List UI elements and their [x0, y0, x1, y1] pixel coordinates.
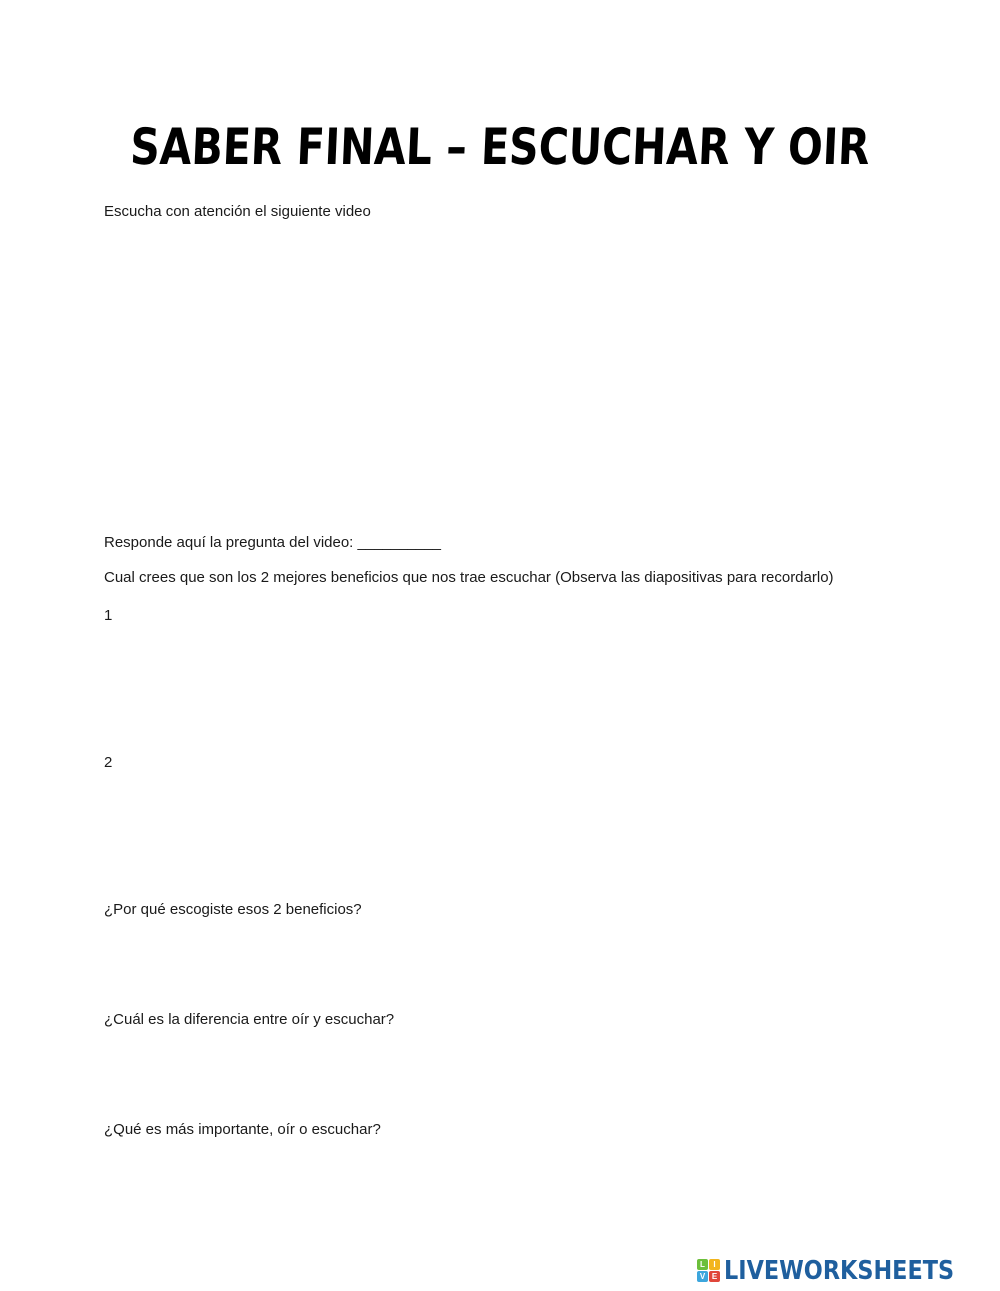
benefit-item-1-number: 1	[104, 607, 113, 624]
liveworksheets-logo-icon: L I V E	[697, 1259, 721, 1283]
difference-question: ¿Cuál es la diferencia entre oír y escuchar?	[104, 1011, 395, 1028]
video-placeholder[interactable]	[104, 232, 894, 522]
benefit-item-2-number: 2	[104, 754, 113, 771]
liveworksheets-logo	[697, 1257, 992, 1285]
benefits-question: Cual crees que son los 2 mejores beneficios que nos trae escuchar (Observa las diapositivas para recordarlo)	[104, 569, 834, 586]
page-title: SABER FINAL – ESCUCHAR Y OIR	[129, 118, 871, 176]
listen-instruction: Escucha con atención el siguiente video	[104, 203, 371, 220]
video-question-answer: Responde aquí la pregunta del video: __________	[104, 534, 441, 551]
liveworksheets-logo-text: LIVEWORKSHEETS	[724, 1256, 955, 1286]
why-benefits-question: ¿Por qué escogiste esos 2 beneficios?	[104, 901, 362, 918]
importance-question: ¿Qué es más importante, oír o escuchar?	[104, 1121, 381, 1138]
